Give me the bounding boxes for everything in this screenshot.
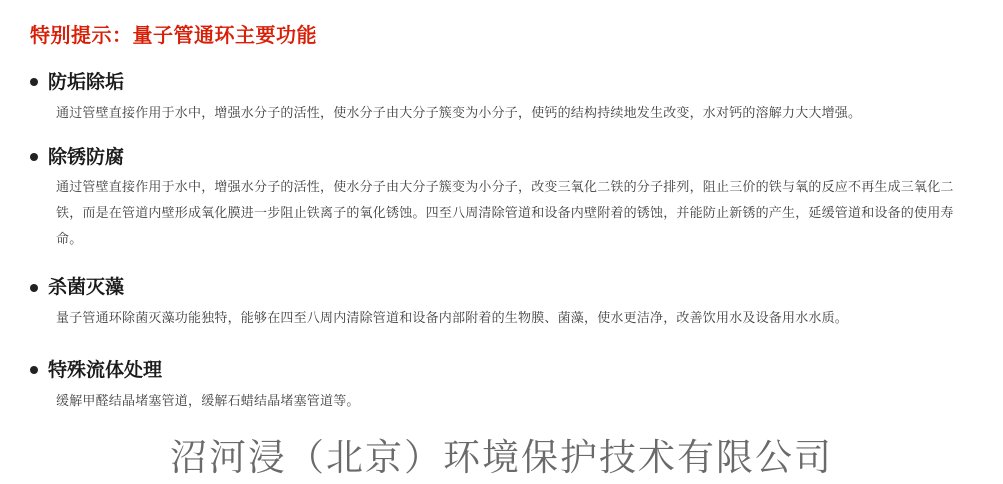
section-heading-row	[30, 358, 973, 383]
bullet-dot-icon	[30, 78, 38, 86]
feature-section-special-fluid	[30, 358, 973, 415]
bullet-dot-icon	[30, 153, 38, 161]
section-heading-row	[30, 70, 973, 95]
section-title: 除锈防腐	[48, 145, 125, 168]
section-body-text: 通过管壁直接作用于水中，增强水分子的活性，使水分子由大分子簇变为小分子，改变三氧化二铁的分子排列，阻止三价的铁与氧的反应不再生成三氧化二铁，而是在管道内壁形成氧化膜进一步阻止铁离子的氧化锈蚀。四至八周清除管道和设备内壁附着的锈蚀，并能防止新锈的产生，延缓管道和设备的使用寿命。	[56, 180, 954, 248]
section-heading-row	[30, 145, 973, 170]
company-watermark: 沼河浸（北京）环境保护技术有限公司	[170, 435, 833, 479]
feature-section-anti-scale	[30, 70, 973, 127]
section-body-text: 量子管通环除菌灭藻功能独特，能够在四至八周内清除管道和设备内部附着的生物膜、菌藻，使水更洁净，改善饮用水及设备用水水质。	[56, 311, 849, 327]
section-title: 防垢除垢	[48, 71, 125, 93]
section-title: 特殊流体处理	[48, 359, 163, 382]
section-body-text: 通过管壁直接作用于水中，增强水分子的活性，使水分子由大分子簇变为小分子，使钙的结构持续地发生改变，水对钙的溶解力大大增强。	[56, 105, 862, 121]
page-title: 特别提示：量子管通环主要功能	[30, 23, 317, 47]
bullet-dot-icon	[30, 284, 38, 292]
section-title: 杀菌灭藻	[48, 276, 125, 299]
section-heading-row	[30, 275, 973, 300]
section-body-text: 缓解甲醛结晶堵塞管道，缓解石蜡结晶堵塞管道等。	[56, 393, 360, 409]
bullet-dot-icon	[30, 366, 38, 374]
feature-section-anti-rust	[30, 145, 973, 254]
feature-section-sterilization	[30, 275, 973, 332]
